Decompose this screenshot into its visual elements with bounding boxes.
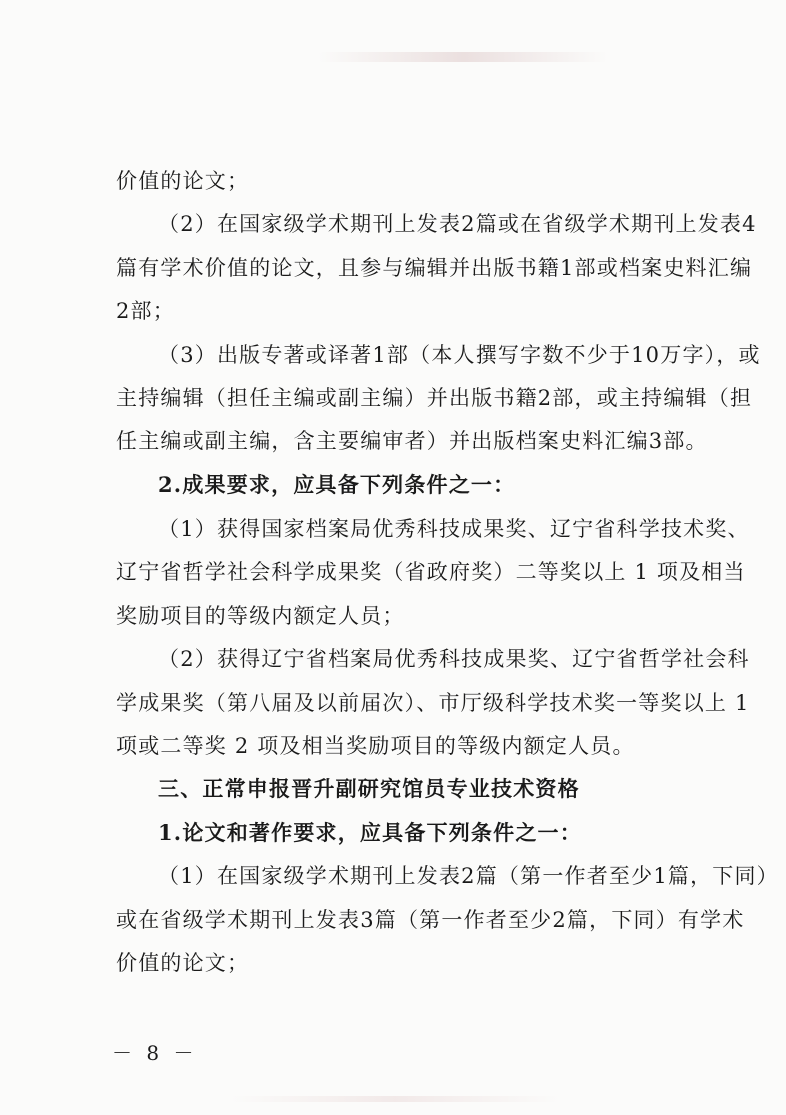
text-line-14: 项或二等奖 2 项及相当奖励项目的等级内额定人员。 (116, 734, 635, 758)
text-line-3: 篇有学术价值的论文，且参与编辑并出版书籍1部或档案史料汇编 (116, 256, 753, 280)
text-line-13: 学成果奖（第八届及以前届次）、市厅级科学技术奖一等奖以上 1 (116, 691, 750, 715)
text-line-18: 或在省级学术期刊上发表3篇（第一作者至少2篇，下同）有学术 (116, 908, 745, 932)
text-line-12: （2）获得辽宁省档案局优秀科技成果奖、辽宁省哲学社会科 (158, 647, 750, 671)
text-line-2: （2）在国家级学术期刊上发表2篇或在省级学术期刊上发表4 (158, 212, 757, 236)
text-line-4: 2部； (116, 299, 175, 323)
text-line-6: 主持编辑（担任主编或副主编）并出版书籍2部，或主持编辑（担 (116, 386, 753, 410)
bottom-scan-mark (230, 1096, 560, 1102)
text-line-10: 辽宁省哲学社会科学成果奖（省政府奖）二等奖以上 1 项及相当 (116, 560, 746, 584)
text-line-5: （3）出版专著或译著1部（本人撰写字数不少于10万字），或 (158, 343, 761, 367)
text-line-17: （1）在国家级学术期刊上发表2篇（第一作者至少1篇，下同） (158, 864, 779, 888)
page-number: － 8 － (112, 1041, 198, 1065)
section-heading-papers: 1.论文和著作要求，应具备下列条件之一： (158, 820, 582, 845)
text-line-11: 奖励项目的等级内额定人员； (116, 604, 405, 628)
text-line-9: （1）获得国家档案局优秀科技成果奖、辽宁省科学技术奖、 (158, 517, 750, 541)
top-scan-mark (318, 52, 608, 62)
text-line-1: 价值的论文； (116, 169, 250, 193)
section-heading-achievements: 2.成果要求，应具备下列条件之一： (158, 472, 516, 497)
section-heading-three: 三、正常申报晋升副研究馆员专业技术资格 (158, 776, 580, 801)
text-line-19: 价值的论文； (116, 951, 250, 975)
text-line-7: 任主编或副主编，含主要编审者）并出版档案史料汇编3部。 (116, 429, 708, 453)
